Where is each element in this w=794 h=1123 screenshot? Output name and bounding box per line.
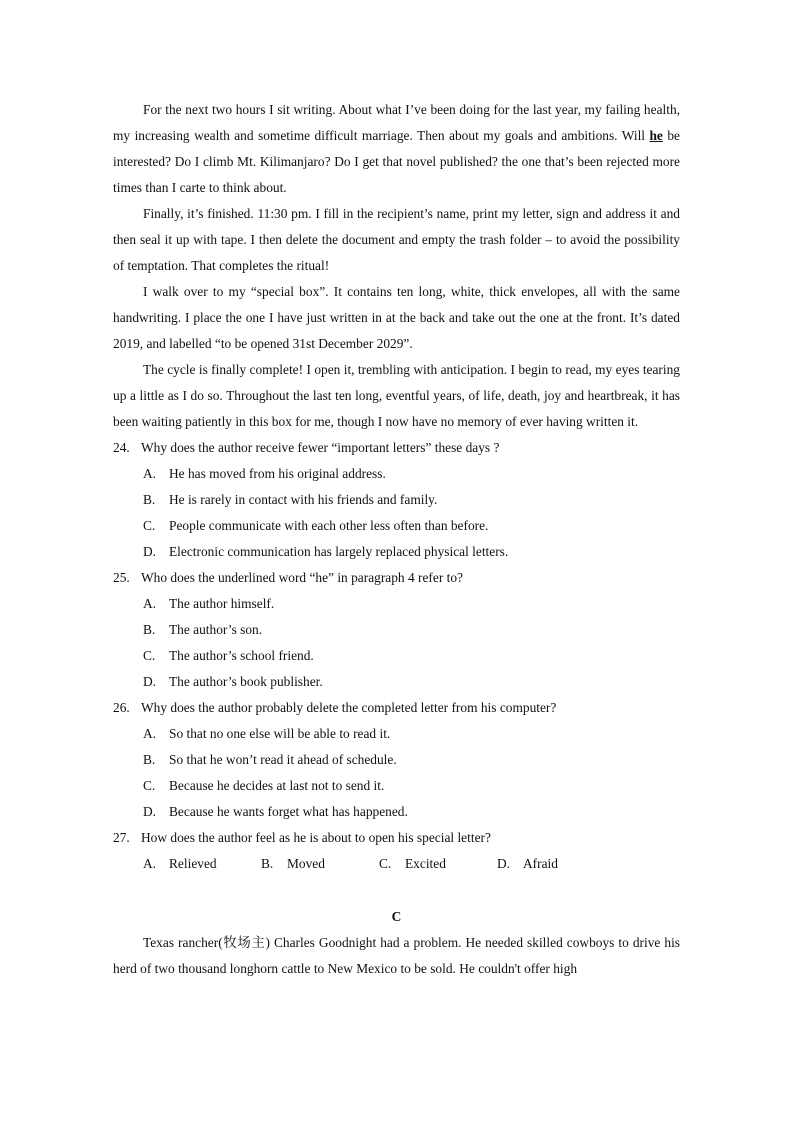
question-number: 24. [113,440,130,455]
question-27 [113,825,680,877]
option-a[interactable]: A. He has moved from his original address. [143,466,386,481]
paragraph-3: I walk over to my “special box”. It contains ten long, white, thick envelopes, all with the same handwriting. I place the one I have just written in at the back and take out the one at the front. It’s dated 2019, and labelled “to be opened 31st December 2029”. [113,284,680,351]
option-b[interactable]: B. So that he won’t read it ahead of schedule. [143,752,397,767]
question-text: How does the author feel as he is about to open his special letter? [141,830,491,845]
option-d[interactable]: D. Afraid [497,856,558,871]
question-number: 25. [113,570,130,585]
inline-options [143,851,680,877]
option-c[interactable]: C. The author’s school friend. [143,648,314,663]
question-24 [113,435,680,565]
section-title-c: C [391,909,402,924]
question-26 [113,695,680,825]
question-stem [113,435,680,461]
option-b[interactable]: B. The author’s son. [143,622,263,637]
option-d[interactable]: D. The author’s book publisher. [143,674,323,689]
option-c[interactable]: C. People communicate with each other less often than before. [143,518,489,533]
option-b[interactable]: B. Moved [261,856,325,871]
option-a[interactable]: A. So that no one else will be able to read it. [143,726,391,741]
question-text: Who does the underlined word “he” in paragraph 4 refer to? [141,570,463,585]
paragraph-1: For the next two hours I sit writing. About what I’ve been doing for the last year, my failing health, my increasing wealth and sometime difficult marriage. Then about my goals and ambitions. Will he be interested? Do I climb Mt. Kilimanjaro? Do I get that novel published? the one that’s been rejected more times than I carte to think about. [113,102,680,195]
paragraph-2: Finally, it’s finished. 11:30 pm. I fill in the recipient’s name, print my letter, sign and address it and then seal it up with tape. I then delete the document and empty the trash folder – to avoid the possibility of temptation. That completes the ritual! [113,206,680,273]
option-a[interactable]: A. The author himself. [143,596,275,611]
option-a[interactable]: A. Relieved [143,856,217,871]
paragraph-4: The cycle is finally complete! I open it, trembling with anticipation. I begin to read, my eyes tearing up a little as I do so. Throughout the last ten long, eventful years, of life, death, joy and heartbreak, it has been waiting patiently in this box for me, though I now have no memory of ever having written it. [113,362,680,429]
option-d[interactable]: D. Because he wants forget what has happened. [143,804,408,819]
option-b[interactable]: B. He is rarely in contact with his friends and family. [143,492,438,507]
underlined-word-he: he [649,128,663,143]
question-stem [113,695,680,721]
option-c[interactable]: C. Because he decides at last not to send it. [143,778,385,793]
question-text: Why does the author receive fewer “important letters” these days ? [141,440,500,455]
section-c-paragraph: Texas rancher(牧场主) Charles Goodnight had a problem. He needed skilled cowboys to drive his herd of two thousand longhorn cattle to New Mexico to be sold. He couldn't offer high [113,935,680,976]
question-number: 26. [113,700,130,715]
option-d[interactable]: D. Electronic communication has largely replaced physical letters. [143,544,509,559]
question-number: 27. [113,830,130,845]
option-c[interactable]: C. Excited [379,856,446,871]
question-25 [113,565,680,695]
question-stem [113,565,680,591]
document-content [113,97,680,982]
question-stem [113,825,680,851]
question-text: Why does the author probably delete the completed letter from his computer? [141,700,557,715]
